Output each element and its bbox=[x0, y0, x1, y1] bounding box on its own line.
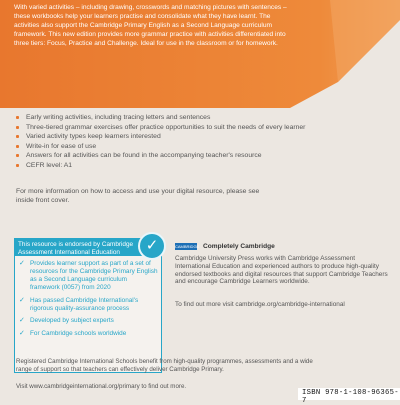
endorsement-item-text: Has passed Cambridge International's rigorous quality-assurance process bbox=[30, 296, 139, 312]
check-icon: ✓ bbox=[19, 330, 25, 338]
endorsement-item bbox=[19, 317, 158, 325]
endorsement-seal-icon: ✓ bbox=[138, 232, 166, 260]
endorsement-item-text: Developed by subject experts bbox=[30, 317, 114, 325]
feature-list bbox=[16, 113, 316, 170]
endorsement-item bbox=[19, 297, 158, 313]
feature-item: CEFR level: A1 bbox=[16, 161, 316, 171]
endorsement-list bbox=[15, 256, 161, 338]
endorsement-heading: This resource is endorsed by Cambridge Assessment International Education bbox=[15, 239, 161, 256]
feature-item: Varied activity types keep learners interested bbox=[16, 132, 316, 142]
completely-cambridge-title: Completely Cambridge bbox=[203, 243, 275, 250]
completely-cambridge-link: To find out more visit cambridge.org/cambridge-international bbox=[175, 301, 345, 308]
endorsement-item-text: For Cambridge schools worldwide bbox=[30, 330, 127, 338]
feature-item: Three-tiered grammar exercises offer practice opportunities to suit the needs of every learner bbox=[16, 123, 316, 133]
check-icon: ✓ bbox=[19, 296, 25, 304]
digital-resource-note: For more information on how to access and use your digital resource, please see inside front cover. bbox=[16, 188, 260, 205]
intro-banner bbox=[0, 0, 400, 108]
check-icon: ✓ bbox=[19, 317, 25, 325]
endorsement-item bbox=[19, 330, 158, 338]
check-icon: ✓ bbox=[19, 260, 25, 267]
feature-item: Early writing activities, including tracing letters and sentences bbox=[16, 113, 316, 123]
cambridge-logo bbox=[175, 243, 200, 250]
isbn-number: ISBN 978-1-108-96365-7 bbox=[302, 389, 399, 405]
feature-item: Answers for all activities can be found in the accompanying teacher's resource bbox=[16, 151, 316, 161]
endorsement-item bbox=[19, 260, 158, 292]
intro-text: With varied activities – including drawing, crosswords and matching pictures with sentences – these workbooks help your learners practise and consolidate what they have learnt. The activities also support the Cambridge Primary English as a Second Language curriculum framework. This new edition provides more grammar practice with activities differentiated into three tiers: Focus, Practice and Challenge. Ideal for use in the classroom or for homework. bbox=[14, 4, 287, 47]
cambridge-logo-text: CAMBRIDGE bbox=[175, 244, 200, 249]
registered-schools-note: Registered Cambridge International Schools benefit from high-quality programmes, assessments and a wide range of support so that teachers can effectively deliver Cambridge Primary. bbox=[16, 358, 313, 373]
endorsement-box bbox=[14, 238, 162, 373]
completely-cambridge-text: Cambridge University Press works with Cambridge Assessment International Education and experienced authors to produce high-quality endorsed textbooks and digital resources that support Cambridge Teachers and encourage Cambridge Learners worldwide. bbox=[175, 255, 388, 286]
endorsement-item-text: Provides learner support as part of a set of resources for the Cambridge Primary English as a Second Language curriculum framework (0057) from 2020 bbox=[30, 260, 158, 291]
feature-item: Write-in for ease of use bbox=[16, 142, 316, 152]
visit-link: Visit www.cambridgeinternational.org/primary to find out more. bbox=[16, 383, 187, 390]
